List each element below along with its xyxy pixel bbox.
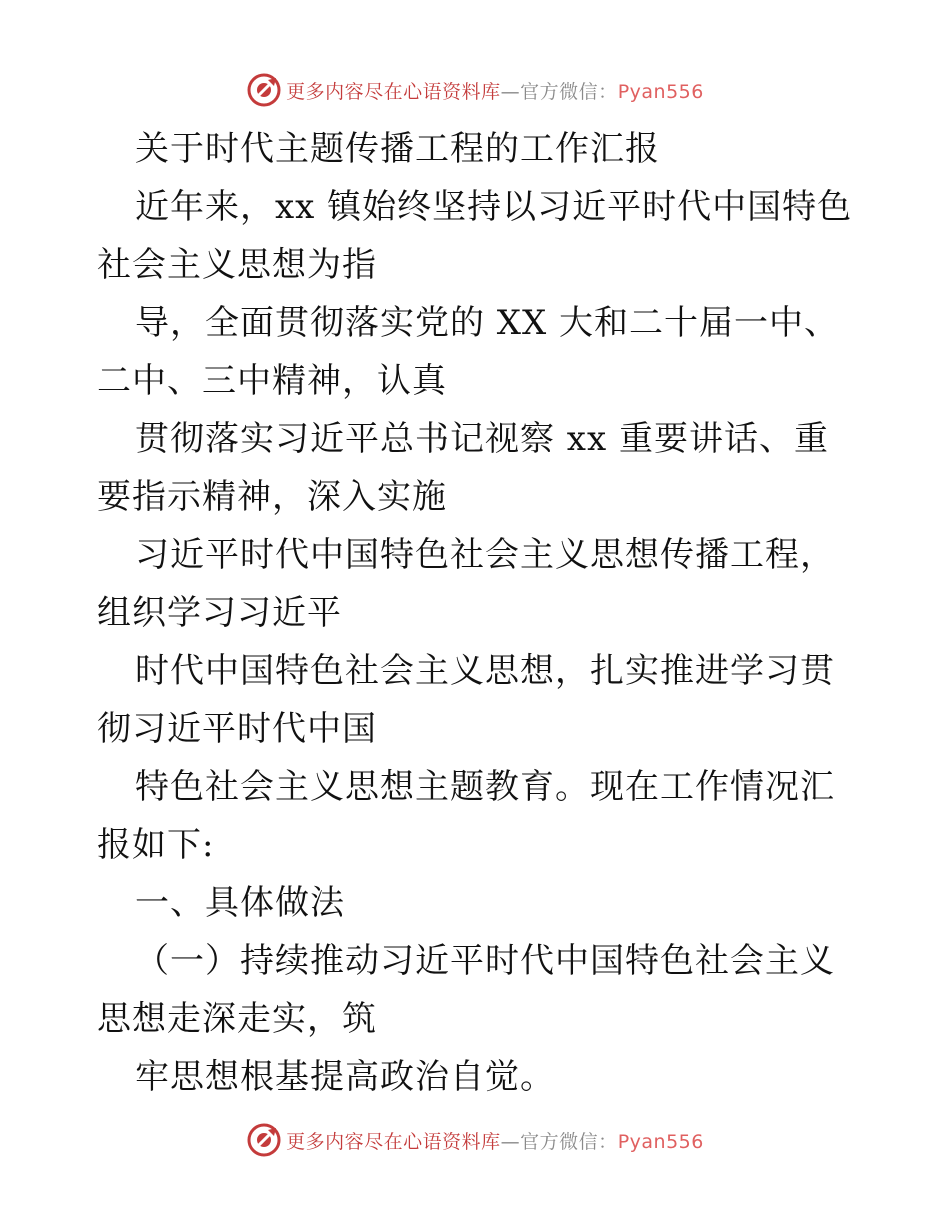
- section-heading: 一、具体做法: [135, 883, 345, 923]
- watermark-banner-top: [0, 70, 950, 110]
- watermark-separator: —: [500, 1130, 521, 1153]
- paragraph-3: 贯彻落实习近平总书记视察 xx 重要讲话、重要指示精神，深入实施: [97, 419, 829, 517]
- watermark-main-text: 更多内容尽在心语资料库: [286, 1130, 501, 1153]
- paragraph-1: 近年来，xx 镇始终坚持以习近平时代中国特色社会主义思想为指: [97, 187, 853, 285]
- document-body: [97, 120, 857, 1106]
- paragraph-6: 特色社会主义思想主题教育。现在工作情况汇报如下:: [97, 767, 835, 865]
- subsection-heading: （一）持续推动习近平时代中国特色社会主义思想走深走实，筑: [97, 941, 835, 1039]
- watermark-official-label: 官方微信：: [520, 80, 618, 103]
- watermark-wechat-id: Pyan556: [617, 1130, 704, 1153]
- brand-logo-icon: [246, 72, 282, 108]
- document-title: 关于时代主题传播工程的工作汇报: [135, 129, 660, 169]
- paragraph-5: 时代中国特色社会主义思想，扎实推进学习贯彻习近平时代中国: [97, 651, 835, 749]
- watermark-official-label: 官方微信：: [520, 1130, 618, 1153]
- watermark-banner-bottom: [0, 1120, 950, 1160]
- paragraph-4: 习近平时代中国特色社会主义思想传播工程，组织学习习近平: [97, 535, 835, 633]
- watermark-wechat-id: Pyan556: [617, 80, 704, 103]
- brand-logo-icon: [246, 1122, 282, 1158]
- watermark-separator: —: [500, 80, 521, 103]
- paragraph-2: 导，全面贯彻落实党的 XX 大和二十届一中、二中、三中精神，认真: [97, 303, 840, 401]
- watermark-main-text: 更多内容尽在心语资料库: [286, 80, 501, 103]
- paragraph-9: 牢思想根基提高政治自觉。: [135, 1057, 555, 1097]
